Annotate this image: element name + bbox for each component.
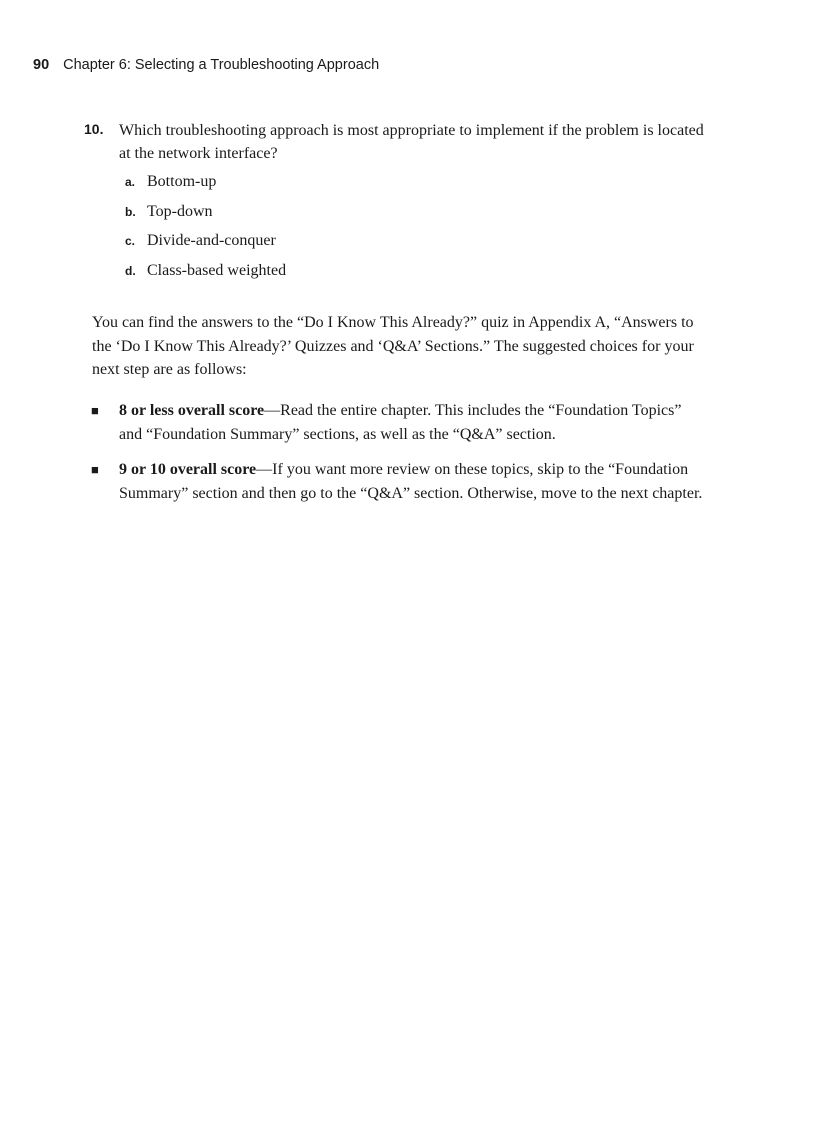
option-text: Bottom-up — [147, 173, 217, 190]
answer-option — [125, 203, 704, 233]
quiz-question — [84, 119, 704, 291]
bullet-text: —Read the entire chapter. This includes the “Foundation Topics” and “Foundation Summary” sections, as well as the “Q&A” section. — [119, 402, 682, 443]
bullet-text: —If you want more review on these topics, skip to the “Foundation Summary” section and then go to the “Q&A” section. Otherwise, move to the next chapter. — [119, 461, 703, 502]
answer-option — [125, 232, 704, 262]
list-item — [91, 458, 703, 505]
running-header — [33, 57, 379, 73]
chapter-title: Chapter 6: Selecting a Troubleshooting Approach — [63, 57, 380, 73]
page-number: 90 — [33, 57, 50, 73]
option-letter: a. — [125, 175, 136, 189]
answer-option — [125, 262, 704, 292]
question-number: 10. — [84, 121, 104, 137]
option-letter: c. — [125, 234, 136, 248]
bullet-square-icon: ■ — [91, 403, 99, 418]
score-guidance-list — [91, 399, 703, 517]
option-letter: d. — [125, 263, 136, 278]
bullet-square-icon: ■ — [91, 462, 99, 477]
list-item — [91, 399, 703, 446]
bullet-bold-lead: 8 or less overall score — [119, 402, 265, 419]
option-text: Class-based weighted — [147, 261, 287, 279]
question-text: Which troubleshooting approach is most appropriate to implement if the problem is located at the network interface? — [119, 122, 704, 162]
option-letter: b. — [125, 204, 136, 219]
intro-paragraph: You can find the answers to the “Do I Know This Already?” quiz in Appendix A, “Answers to the ‘Do I Know This Already?’ Quizzes and ‘Q&A’ Sections.” The suggested choices for your next step are as follows: — [92, 314, 694, 378]
answer-options — [125, 173, 704, 291]
bullet-bold-lead: 9 or 10 overall score — [119, 461, 257, 478]
answer-option — [125, 173, 704, 203]
option-text: Top-down — [147, 202, 213, 220]
option-text: Divide-and-conquer — [147, 232, 276, 249]
